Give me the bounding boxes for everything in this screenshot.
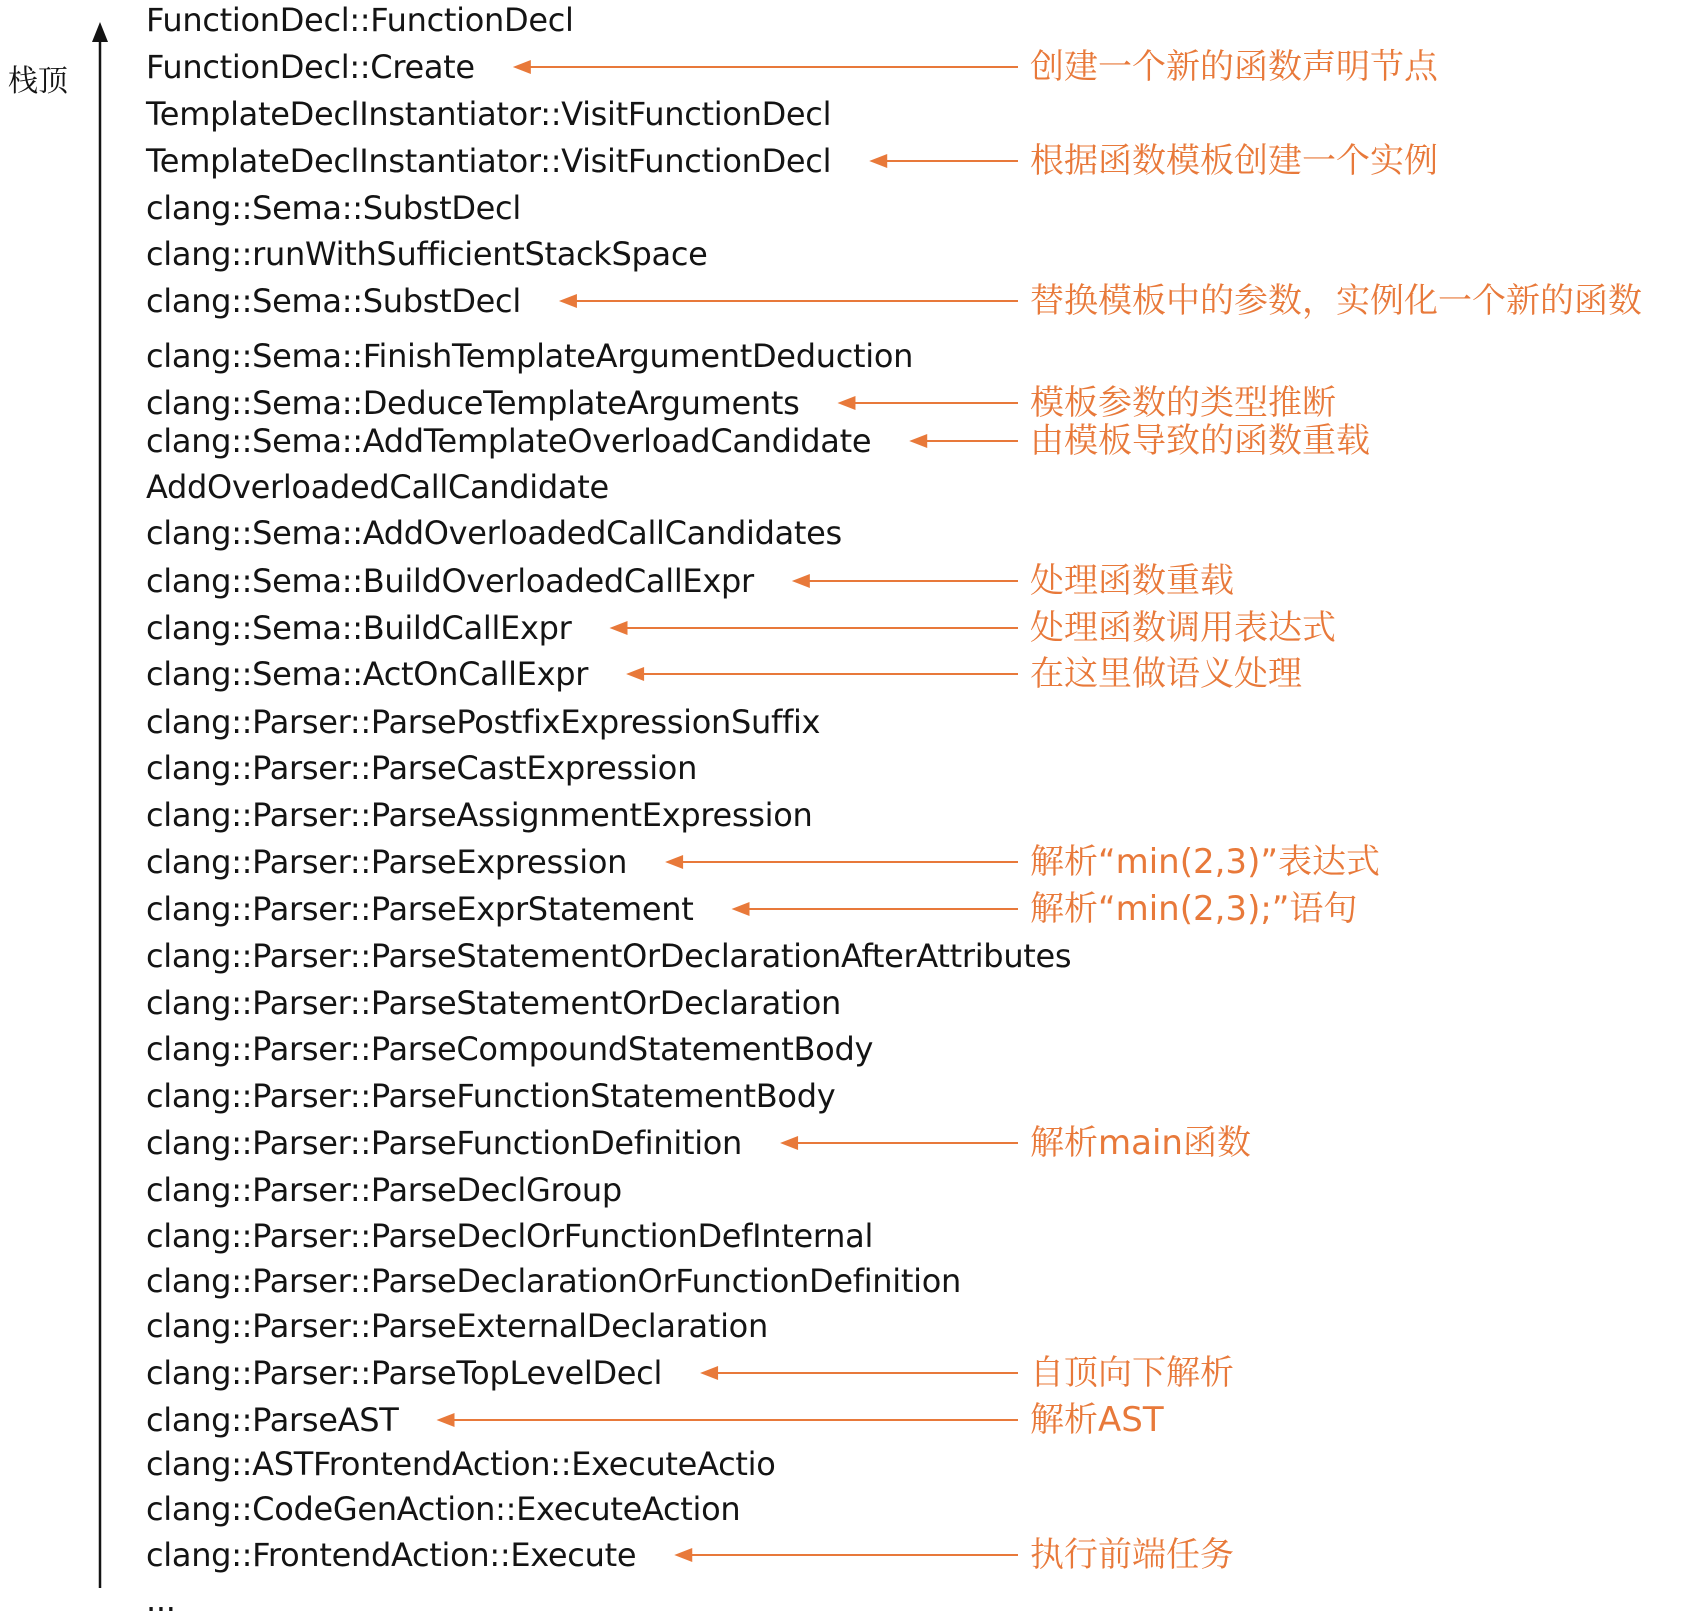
frame-annotation: 替换模板中的参数，实例化一个新的函数 [1030,281,1642,321]
stack-frame: FunctionDecl::FunctionDecl [146,1,574,39]
annotation-arrow-head [437,1413,455,1427]
stack-frame: clang::CodeGenAction::ExecuteAction [146,1490,741,1528]
annotation-arrow-head [732,902,750,916]
stack-frame: clang::Parser::ParseDeclarationOrFunctionDefinition [146,1262,961,1300]
frame-annotation: 解析“min(2,3);”语句 [1030,889,1358,929]
stack-top-label: 栈顶 [8,64,68,99]
stack-frame: clang::Sema::SubstDecl [146,282,521,320]
frame-annotation: 处理函数重载 [1030,561,1234,601]
stack-frame: clang::Parser::ParseFunctionStatementBody [146,1077,836,1115]
frame-annotation: 在这里做语义处理 [1030,654,1302,694]
stack-frame: AddOverloadedCallCandidate [146,468,609,506]
stack-frame: clang::Parser::ParseExternalDeclaration [146,1307,768,1345]
stack-frame: clang::Parser::ParseExpression [146,843,628,881]
frame-annotation: 自顶向下解析 [1030,1353,1234,1393]
frame-annotation: 处理函数调用表达式 [1030,608,1336,648]
stack-frame: clang::Sema::BuildCallExpr [146,609,572,647]
stack-frame: TemplateDeclInstantiator::VisitFunctionDecl [146,142,832,180]
stack-frame: clang::Parser::ParseStatementOrDeclarationAfterAttributes [146,937,1072,975]
stack-frame: clang::Parser::ParseCompoundStatementBody [146,1030,874,1068]
stack-frame: clang::Sema::AddTemplateOverloadCandidate [146,422,872,460]
annotation-arrow-head [626,667,644,681]
stack-frame: clang::Parser::ParseCastExpression [146,749,698,787]
stack-frame: clang::Parser::ParseDeclGroup [146,1171,622,1209]
stack-frame: clang::Parser::ParseTopLevelDecl [146,1354,663,1392]
stack-frame: clang::Parser::ParseStatementOrDeclaration [146,984,841,1022]
stack-frame: TemplateDeclInstantiator::VisitFunctionDecl [146,95,832,133]
frame-annotation: 根据函数模板创建一个实例 [1030,141,1438,181]
stack-frame: clang::Parser::ParseFunctionDefinition [146,1124,743,1162]
stack-frame: clang::ParseAST [146,1401,399,1439]
stack-frame: clang::FrontendAction::Execute [146,1536,637,1574]
stack-frame: clang::Sema::DeduceTemplateArguments [146,384,800,422]
frame-annotation: 解析AST [1030,1400,1164,1440]
stack-frame: clang::Sema::AddOverloadedCallCandidates [146,514,842,552]
stack-frame: clang::Sema::BuildOverloadedCallExpr [146,562,754,600]
annotation-arrow-head [609,621,627,635]
annotation-arrow-head [559,294,577,308]
stack-frame: clang::Parser::ParsePostfixExpressionSuffix [146,703,821,741]
frame-annotation: 执行前端任务 [1030,1535,1234,1575]
annotation-arrow-head [513,60,531,74]
stack-frame: clang::Sema::SubstDecl [146,189,521,227]
annotation-arrow-head [780,1136,798,1150]
stack-frame: clang::Parser::ParseAssignmentExpression [146,796,813,834]
stack-frame: ... [146,1581,176,1619]
annotation-arrow-head [665,855,683,869]
frame-annotation: 创建一个新的函数声明节点 [1030,47,1438,87]
frame-annotation: 模板参数的类型推断 [1030,383,1336,423]
annotation-arrow-head [869,154,887,168]
stack-frame: clang::ASTFrontendAction::ExecuteActio [146,1445,776,1483]
stack-frame: clang::runWithSufficientStackSpace [146,235,708,273]
annotation-arrow-head [909,434,927,448]
frame-annotation: 解析“min(2,3)”表达式 [1030,842,1380,882]
frame-annotation: 解析main函数 [1030,1123,1251,1163]
annotation-arrow-head [674,1548,692,1562]
annotation-arrow-head [837,396,855,410]
annotation-arrow-head [700,1366,718,1380]
stack-frame: clang::Parser::ParseDeclOrFunctionDefInternal [146,1217,874,1255]
stack-frame: clang::Sema::ActOnCallExpr [146,655,589,693]
annotation-arrow-head [792,574,810,588]
stack-frame: clang::Parser::ParseExprStatement [146,890,694,928]
frame-annotation: 由模板导致的函数重载 [1030,421,1370,461]
stack-frame: clang::Sema::FinishTemplateArgumentDeduction [146,337,914,375]
stack-frame: FunctionDecl::Create [146,48,475,86]
